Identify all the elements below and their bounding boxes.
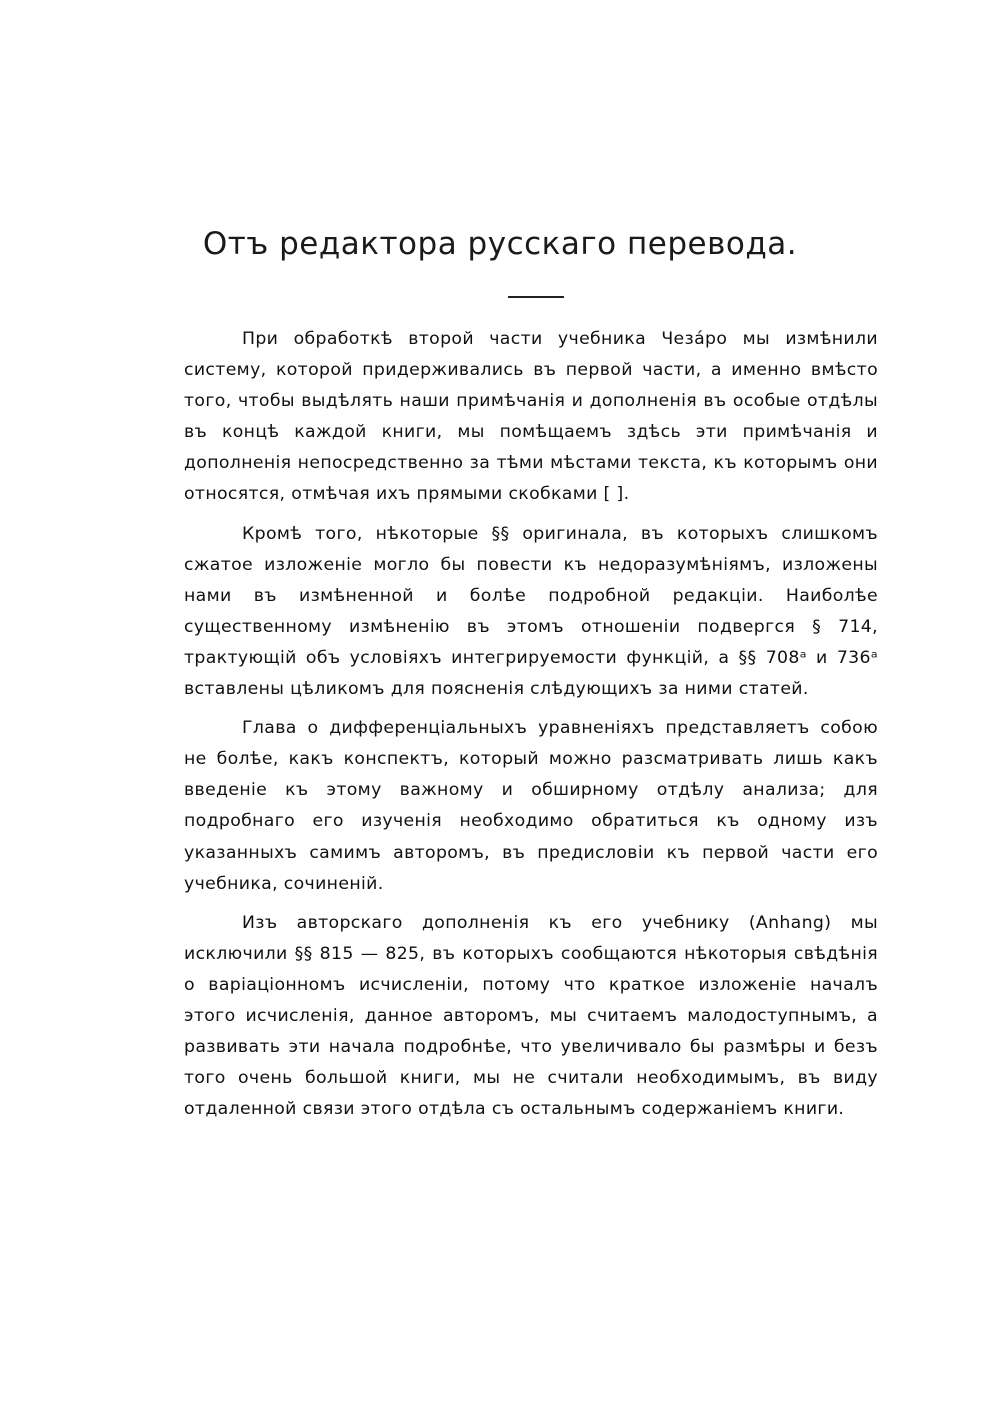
paragraph: Глава о дифференціальныхъ уравненіяхъ представляетъ собою не болѣе, какъ конспектъ, который можно разсматривать лишь какъ введеніе къ этому важному и обширному отдѣлу анализа; для подробнаго его изученія необходимо обратиться къ одному изъ указанныхъ самимъ авторомъ, въ предисловіи къ первой части его учебника, сочиненій. [184, 718, 878, 894]
paragraph: Кромѣ того, нѣкоторые §§ оригинала, въ которыхъ слишкомъ сжатое изложеніе могло бы повести къ недоразумѣніямъ, изложены нами въ измѣненной и болѣе подробной редакціи. Наиболѣе существенному измѣненію въ этомъ отношеніи подвергся § 714, трактующій объ условіяхъ интегрируемости функцій, а §§ 708ᵃ и 736ᵃ вставлены цѣликомъ для поясненія слѣдующихъ за ними статей. [184, 523, 878, 700]
paragraph: Изъ авторскаго дополненія къ его учебнику (Anhang) мы исключили §§ 815 — 825, въ которыхъ сообщаются нѣкоторыя свѣдѣнія о варіаціонномъ исчисленіи, потому что краткое изложеніе началъ этого исчисленія, данное авторомъ, мы считаемъ малодоступнымъ, а развивать эти начала подробнѣе, что увеличивало бы размѣры и безъ того очень большой книги, мы не считали необходимымъ, въ виду отдаленной связи этого отдѣла съ остальнымъ содержаніемъ книги. [184, 912, 878, 1120]
page-title: Отъ редактора русскаго перевода. [202, 226, 798, 262]
title-divider [508, 296, 564, 298]
body-text [184, 324, 878, 1133]
paragraph: При обработкѣ второй части учебника Чезáро мы измѣнили систему, которой придерживались въ первой части, а именно вмѣсто того, чтобы выдѣлять наши примѣчанія и дополненія въ особые отдѣлы въ концѣ каждой книги, мы помѣщаемъ здѣсь эти примѣчанія и дополненія непосредственно за тѣми мѣстами текста, къ которымъ они относятся, отмѣчая ихъ прямыми скобками [ ]. [184, 329, 878, 505]
